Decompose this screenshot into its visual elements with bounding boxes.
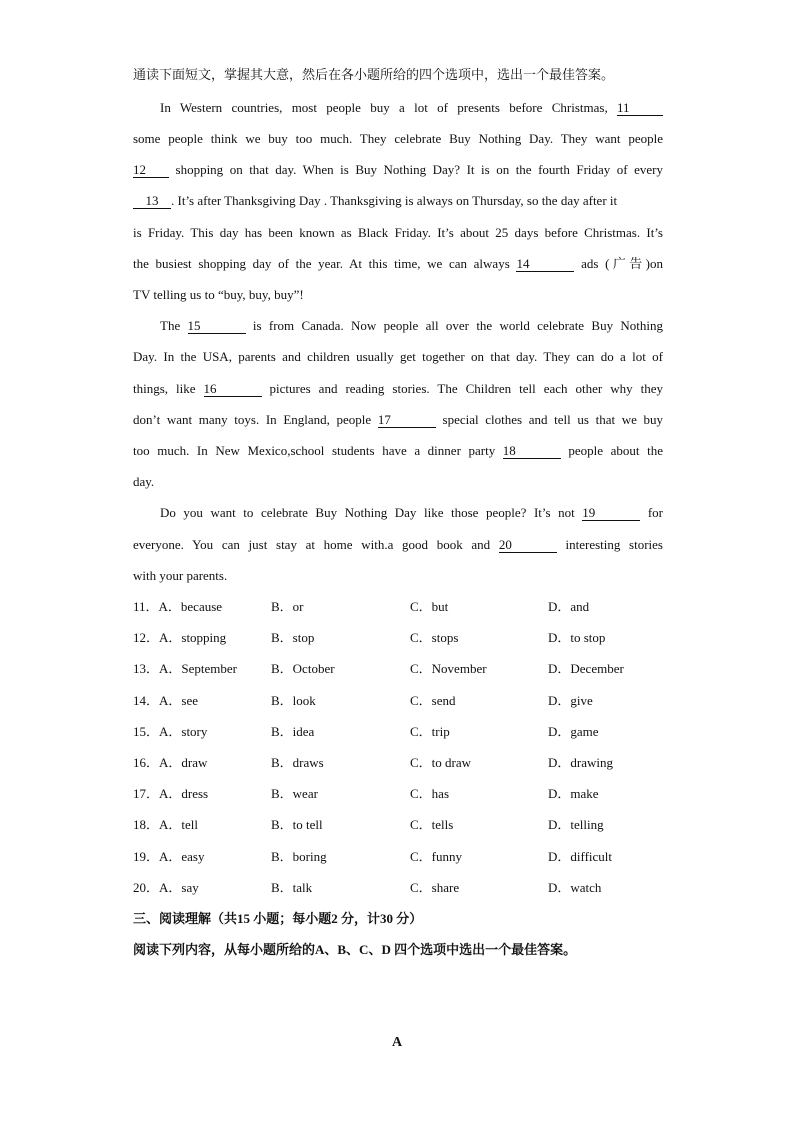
option-c: C．share bbox=[410, 880, 460, 895]
passage-line-3 bbox=[133, 161, 663, 179]
passage-text: pictures and reading stories. The Children tell each other why they bbox=[269, 381, 663, 396]
section-3-instruction: 阅读下列内容，从每小题所给的A、B、C、D 四个选项中选出一个最佳答案。 bbox=[133, 942, 577, 957]
passage-text: . It’s after Thanksgiving Day . Thanksgiving is always on Thursday, so the day after it bbox=[171, 193, 618, 208]
passage-line-8 bbox=[160, 317, 663, 335]
option-b: B．stop bbox=[271, 630, 315, 645]
option-b: B．look bbox=[271, 693, 316, 708]
question-18-options bbox=[133, 816, 663, 834]
blank-18: 18 bbox=[503, 444, 561, 459]
passage-text: things, like bbox=[133, 381, 196, 396]
option-d: D．game bbox=[548, 724, 599, 739]
option-c: C．November bbox=[410, 661, 487, 676]
passage-line-7: TV telling us to “buy, buy, buy”! bbox=[133, 287, 304, 302]
blank-15: 15 bbox=[188, 319, 246, 334]
passage-line-10 bbox=[133, 380, 663, 398]
option-d: D．to stop bbox=[548, 630, 606, 645]
option-b: B．to tell bbox=[271, 817, 323, 832]
option-c: C．has bbox=[410, 786, 450, 801]
passage-text: ads (广告)on bbox=[581, 256, 664, 271]
option-d: D．drawing bbox=[548, 755, 613, 770]
passage-text: is from Canada. Now people all over the world celebrate Buy Nothing bbox=[252, 318, 664, 333]
option-a: 17．A．dress bbox=[133, 786, 209, 801]
option-d: D．watch bbox=[548, 880, 602, 895]
blank-14: 14 bbox=[516, 257, 574, 272]
option-a: 19．A．easy bbox=[133, 849, 205, 864]
option-b: B．talk bbox=[271, 880, 313, 895]
question-12-options bbox=[133, 629, 663, 647]
option-b: B．October bbox=[271, 661, 335, 676]
passage-text: everyone. You can just stay at home with.a good book and bbox=[133, 537, 491, 552]
blank-20: 20 bbox=[499, 538, 557, 553]
question-14-options bbox=[133, 692, 663, 710]
question-13-options bbox=[133, 660, 663, 678]
passage-line-11 bbox=[133, 411, 663, 429]
passage-line-4 bbox=[133, 192, 663, 210]
option-c: C．send bbox=[410, 693, 456, 708]
passage-text: interesting stories bbox=[565, 537, 663, 552]
blank-11: 11 bbox=[617, 101, 663, 116]
passage-text: the busiest shopping day of the year. At this time, we can always bbox=[133, 256, 510, 271]
option-d: D．make bbox=[548, 786, 599, 801]
option-c: C．funny bbox=[410, 849, 463, 864]
question-20-options bbox=[133, 879, 663, 897]
passage-text: shopping on that day. When is Buy Nothing Day? It is on the fourth Friday of every bbox=[175, 162, 664, 177]
cloze-instruction: 通读下面短文，掌握其大意，然后在各小题所给的四个选项中，选出一个最佳答案。 bbox=[133, 67, 615, 82]
option-b: B．boring bbox=[271, 849, 327, 864]
option-d: D．telling bbox=[548, 817, 604, 832]
blank-17: 17 bbox=[378, 413, 436, 428]
passage-line-6 bbox=[133, 255, 663, 273]
option-d: D．December bbox=[548, 661, 624, 676]
passage-line-5: is Friday. This day has been known as Black Friday. It’s about 25 days before Christmas. It’s bbox=[133, 225, 663, 240]
option-a: 16．A．draw bbox=[133, 755, 208, 770]
passage-text: people about the bbox=[568, 443, 663, 458]
option-a: 15．A．story bbox=[133, 724, 208, 739]
option-a: 18．A．tell bbox=[133, 817, 198, 832]
option-c: C．tells bbox=[410, 817, 454, 832]
question-19-options bbox=[133, 848, 663, 866]
blank-16: 16 bbox=[204, 382, 262, 397]
passage-line-14 bbox=[160, 504, 663, 522]
blank-19: 19 bbox=[582, 506, 640, 521]
option-c: C．stops bbox=[410, 630, 459, 645]
option-a: 12．A．stopping bbox=[133, 630, 227, 645]
option-a: 20．A．say bbox=[133, 880, 199, 895]
question-11-options bbox=[133, 598, 663, 616]
option-c: C．trip bbox=[410, 724, 450, 739]
option-a: 11．A．because bbox=[133, 599, 223, 614]
option-c: C．to draw bbox=[410, 755, 472, 770]
blank-12: 12 bbox=[133, 163, 169, 178]
passage-text: Do you want to celebrate Buy Nothing Day like those people? It’s not bbox=[160, 505, 575, 520]
option-a: 14．A．see bbox=[133, 693, 198, 708]
passage-line-9: Day. In the USA, parents and children usually get together on that day. They can do a lot of bbox=[133, 349, 663, 364]
question-17-options bbox=[133, 785, 663, 803]
section-3-heading: 三、阅读理解（共15 小题；每小题2 分，计30 分） bbox=[133, 911, 423, 926]
blank-13: 13 bbox=[133, 194, 171, 209]
option-d: D．give bbox=[548, 693, 593, 708]
passage-line-12 bbox=[133, 442, 663, 460]
question-15-options bbox=[133, 723, 663, 741]
option-b: B．wear bbox=[271, 786, 318, 801]
passage-text: The bbox=[160, 318, 181, 333]
option-c: C．but bbox=[410, 599, 449, 614]
option-b: B．idea bbox=[271, 724, 315, 739]
option-a: 13．A．September bbox=[133, 661, 237, 676]
part-label: A bbox=[391, 1035, 403, 1050]
passage-text: for bbox=[647, 505, 663, 520]
passage-text: too much. In New Mexico,school students have a dinner party bbox=[133, 443, 496, 458]
question-16-options bbox=[133, 754, 663, 772]
option-d: D．and bbox=[548, 599, 590, 614]
passage-line-2: some people think we buy too much. They celebrate Buy Nothing Day. They want people bbox=[133, 131, 663, 146]
option-b: B．or bbox=[271, 599, 304, 614]
passage-line-16: with your parents. bbox=[133, 568, 228, 583]
passage-line-15 bbox=[133, 536, 663, 554]
passage-text: In Western countries, most people buy a lot of presents before Christmas, bbox=[160, 100, 608, 115]
passage-text: don’t want many toys. In England, people bbox=[133, 412, 372, 427]
option-d: D．difficult bbox=[548, 849, 613, 864]
passage-text: special clothes and tell us that we buy bbox=[442, 412, 664, 427]
passage-line-13: day. bbox=[133, 474, 155, 489]
passage-line-1 bbox=[160, 99, 663, 117]
option-b: B．draws bbox=[271, 755, 324, 770]
